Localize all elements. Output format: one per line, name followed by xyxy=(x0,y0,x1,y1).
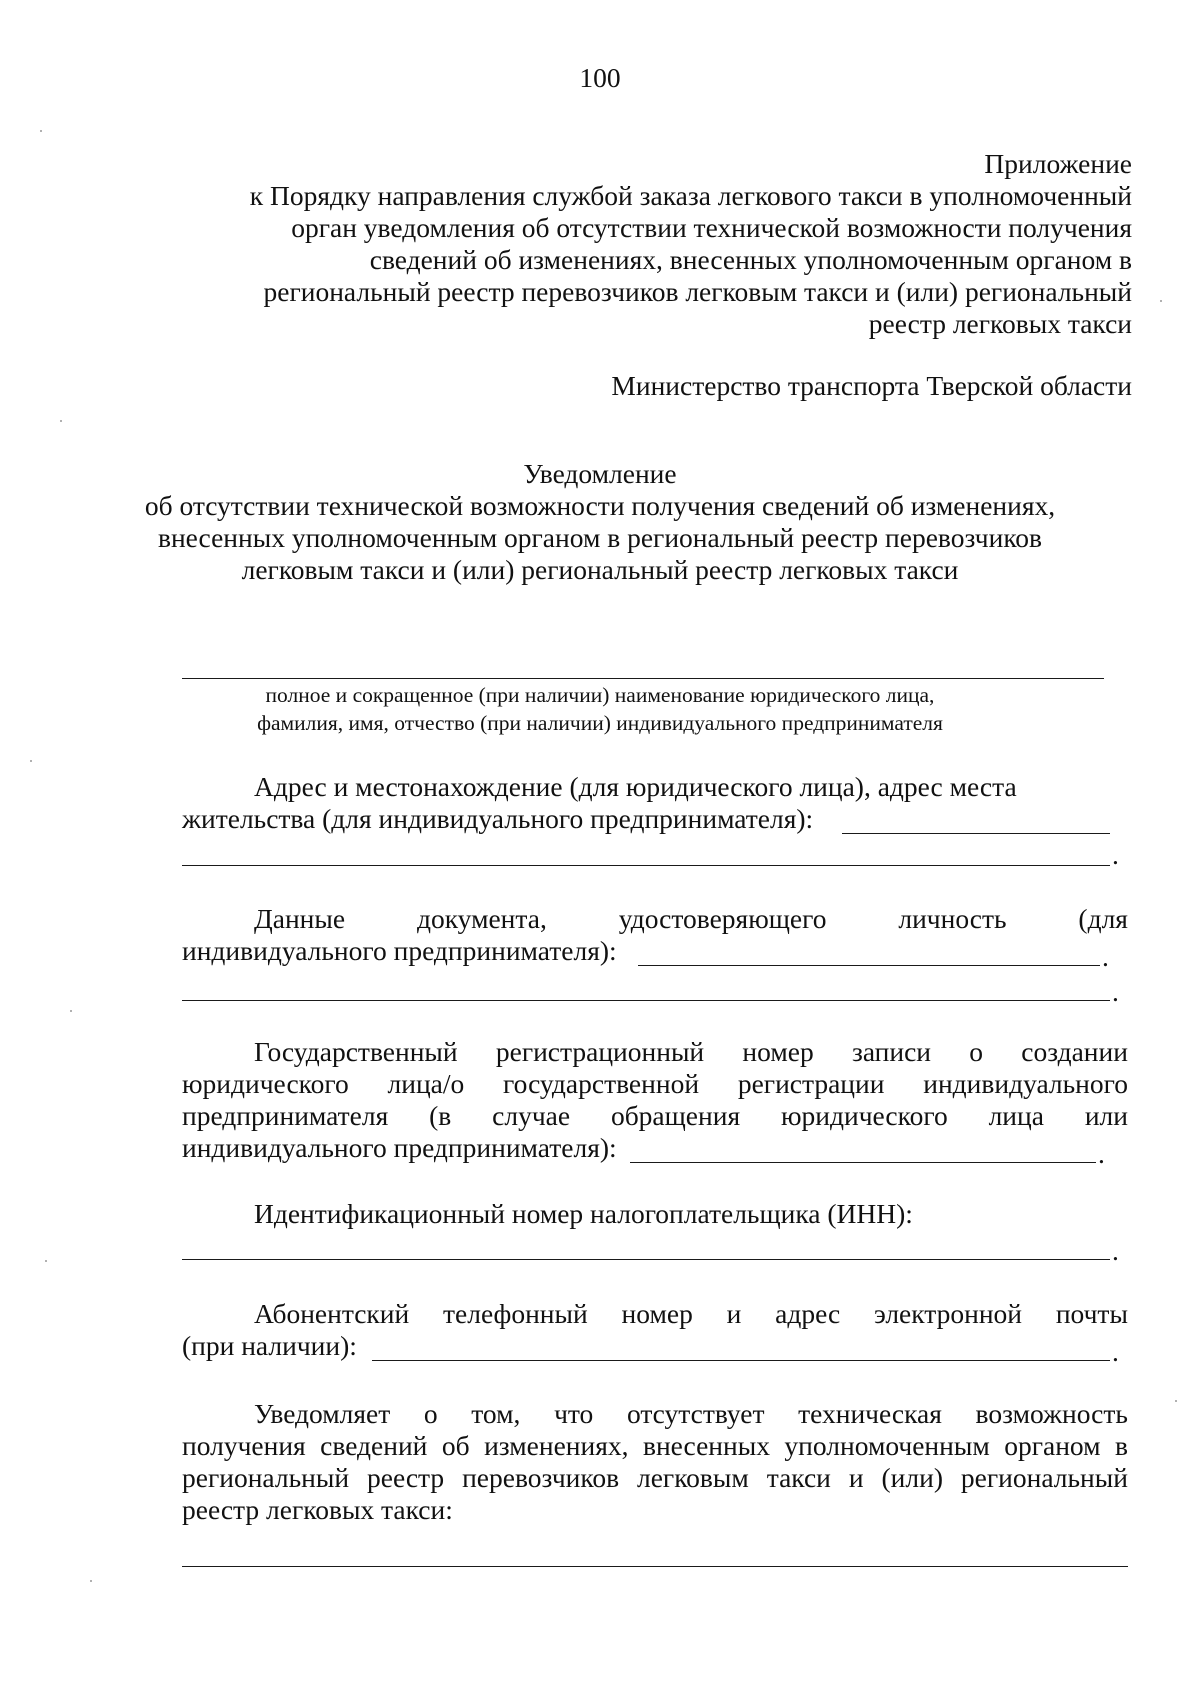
statement-blank-line xyxy=(182,1566,1128,1567)
address-blank-line-2 xyxy=(182,865,1110,866)
registration-label-line4: индивидуального предпринимателя): xyxy=(182,1132,617,1163)
statement-line4: реестр легковых такси: xyxy=(182,1494,453,1525)
label-word: личность xyxy=(898,903,1007,934)
page-number: 100 xyxy=(579,62,621,93)
scan-speck xyxy=(30,760,32,762)
appendix-line: орган уведомления об отсутствии технической возможности получения xyxy=(291,212,1132,243)
label-word: юридического xyxy=(182,1068,349,1099)
statement-word: реестр xyxy=(366,1462,445,1493)
contacts-blank-line xyxy=(372,1360,1110,1361)
notice-subtitle-line: легковым такси и (или) региональный реестр легковых такси xyxy=(241,554,959,585)
name-blank-line xyxy=(182,678,1104,679)
identity-doc-label-line1 xyxy=(254,903,1128,935)
label-word: Государственный xyxy=(254,1036,458,1067)
statement-word: о xyxy=(423,1398,438,1429)
label-word: лица xyxy=(988,1100,1044,1131)
appendix-line: реестр легковых такси xyxy=(868,308,1132,339)
label-word: удостоверяющего xyxy=(618,903,827,934)
label-word: Данные xyxy=(254,903,346,934)
period-mark: . xyxy=(1112,1336,1119,1367)
appendix-label: Приложение xyxy=(984,148,1132,179)
notice-subtitle-line: внесенных уполномоченным органом в региональный реестр перевозчиков xyxy=(157,522,1043,553)
statement-word: Уведомляет xyxy=(254,1398,391,1429)
period-mark: . xyxy=(1112,839,1119,870)
appendix-line: сведений об изменениях, внесенных уполномоченным органом в xyxy=(369,244,1132,275)
registration-label-line1 xyxy=(254,1036,1128,1068)
inn-blank-line xyxy=(182,1259,1110,1260)
statement-word: региональный xyxy=(182,1462,350,1493)
statement-line3 xyxy=(182,1462,1128,1494)
statement-line1 xyxy=(254,1398,1128,1430)
label-word: предпринимателя xyxy=(182,1100,389,1131)
label-word: (в xyxy=(429,1100,452,1131)
label-word: юридического xyxy=(780,1100,948,1131)
period-mark: . xyxy=(1102,941,1109,972)
scan-speck xyxy=(45,1260,47,1262)
statement-word: отсутствует xyxy=(626,1398,765,1429)
statement-word: легковым xyxy=(637,1462,749,1493)
label-word: записи xyxy=(851,1036,932,1067)
label-word: регистрации xyxy=(737,1068,885,1099)
statement-word: техническая xyxy=(798,1398,942,1429)
appendix-line: региональный реестр перевозчиков легковым такси и (или) региональный xyxy=(263,276,1132,307)
label-word: случае xyxy=(492,1100,571,1131)
label-word: государственной xyxy=(503,1068,700,1099)
scan-speck xyxy=(70,1010,72,1012)
name-caption-line: полное и сокращенное (при наличии) наименование юридического лица, xyxy=(265,683,935,707)
label-word: (для xyxy=(1078,903,1128,934)
period-mark: . xyxy=(1112,976,1119,1007)
label-word: о xyxy=(969,1036,984,1067)
address-blank-line xyxy=(842,833,1110,834)
statement-line2: получения сведений об изменениях, внесенных уполномоченным органом в xyxy=(182,1430,1128,1461)
label-word: и xyxy=(726,1298,742,1329)
label-word: обращения xyxy=(610,1100,741,1131)
label-word: лица/о xyxy=(387,1068,465,1099)
scan-speck xyxy=(60,420,62,422)
identity-doc-blank-line-2 xyxy=(182,1000,1110,1001)
notice-subtitle-line: об отсутствии технической возможности получения сведений об изменениях, xyxy=(144,490,1056,521)
registration-label-line2 xyxy=(182,1068,1128,1100)
statement-word: региональный xyxy=(960,1462,1128,1493)
name-caption-line: фамилия, имя, отчество (при наличии) индивидуального предпринимателя xyxy=(257,711,943,735)
notice-title: Уведомление xyxy=(523,458,677,489)
inn-label: Идентификационный номер налогоплательщика (ИНН): xyxy=(254,1198,913,1229)
identity-doc-blank-line xyxy=(638,965,1100,966)
statement-word: такси xyxy=(766,1462,831,1493)
label-word: создании xyxy=(1021,1036,1128,1067)
statement-word: (или) xyxy=(881,1462,943,1493)
contacts-label-line2: (при наличии): xyxy=(182,1330,357,1361)
appendix-line: к Порядку направления службой заказа легкового такси в уполномоченный xyxy=(249,180,1132,211)
contacts-label-line1 xyxy=(254,1298,1128,1330)
scan-speck xyxy=(1175,1400,1177,1402)
label-word: почты xyxy=(1055,1298,1128,1329)
address-label-line1: Адрес и местонахождение (для юридического лица), адрес места xyxy=(254,771,1017,802)
label-word: телефонный xyxy=(443,1298,588,1329)
label-word: Абонентский xyxy=(254,1298,410,1329)
statement-word: перевозчиков xyxy=(462,1462,620,1493)
identity-doc-label-line2: индивидуального предпринимателя): xyxy=(182,935,617,966)
addressee: Министерство транспорта Тверской области xyxy=(611,370,1132,401)
period-mark: . xyxy=(1112,1235,1119,1266)
label-word: или xyxy=(1084,1100,1128,1131)
scan-speck xyxy=(90,1580,92,1582)
registration-label-line3 xyxy=(182,1100,1128,1132)
label-word: индивидуального xyxy=(923,1068,1128,1099)
period-mark: . xyxy=(1098,1138,1105,1169)
address-label-line2: жительства (для индивидуального предпринимателя): xyxy=(182,803,814,834)
label-word: документа, xyxy=(416,903,547,934)
scan-speck xyxy=(1160,300,1162,302)
label-word: адрес xyxy=(775,1298,841,1329)
registration-blank-line xyxy=(630,1162,1096,1163)
label-word: регистрационный xyxy=(495,1036,705,1067)
label-word: номер xyxy=(742,1036,814,1067)
statement-word: том, xyxy=(471,1398,521,1429)
statement-word: что xyxy=(554,1398,594,1429)
label-word: электронной xyxy=(874,1298,1023,1329)
label-word: номер xyxy=(621,1298,693,1329)
statement-word: возможность xyxy=(975,1398,1128,1429)
scan-speck xyxy=(40,130,42,132)
statement-word: и xyxy=(848,1462,864,1493)
